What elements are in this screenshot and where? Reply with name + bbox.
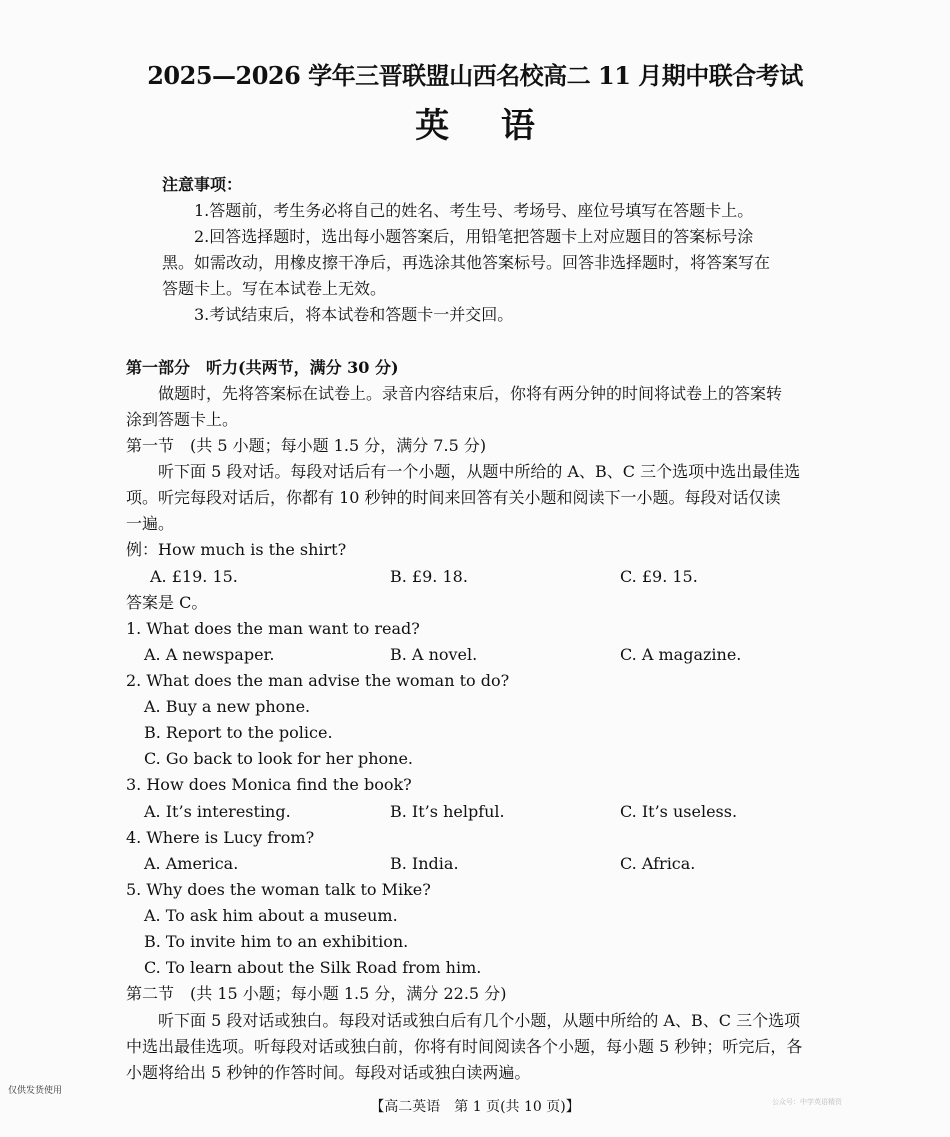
question-5: 5. Why does the woman talk to Mike?: [126, 880, 431, 899]
q5-option-c: C. To learn about the Silk Road from him.: [144, 958, 482, 977]
example-option-a: A. £19. 15.: [150, 567, 238, 586]
notice-line-3: 黑。如需改动，用橡皮擦干净后，再选涂其他答案标号。回答非选择题时，将答案写在: [162, 253, 771, 272]
q5-option-a: A. To ask him about a museum.: [144, 906, 398, 925]
question-1: 1. What does the man want to read?: [126, 619, 420, 638]
part1-heading: 第一部分 听力(共两节，满分 30 分): [126, 358, 399, 377]
section2-intro-2: 中选出最佳选项。听每段对话或独白前，你将有时间阅读各个小题，每小题 5 秒钟；听完后，各: [126, 1037, 803, 1056]
notice-line-2: 2.回答选择题时，选出每小题答案后，用铅笔把答题卡上对应题目的答案标号涂: [194, 227, 754, 246]
watermark: 公众号：中学英语精资: [772, 1098, 842, 1106]
q4-option-c: C. Africa.: [620, 854, 696, 873]
exam-title: 2025—2026 学年三晋联盟山西名校高二 11 月期中联合考试: [147, 61, 803, 90]
question-2: 2. What does the man advise the woman to do?: [126, 671, 510, 690]
notice-heading: 注意事项：: [162, 175, 243, 194]
notice-line-1: 1.答题前，考生务必将自己的姓名、考生号、考场号、座位号填写在答题卡上。: [194, 201, 754, 220]
section1-intro-2: 项。听完每段对话后，你都有 10 秒钟的时间来回答有关小题和阅读下一小题。每段对话仅读: [126, 488, 781, 507]
q1-option-a: A. A newspaper.: [144, 645, 275, 664]
example-option-c: C. £9. 15.: [620, 567, 698, 586]
page-footer: 【高二英语 第 1 页(共 10 页)】: [370, 1099, 580, 1115]
part1-intro-1: 做题时，先将答案标在试卷上。录音内容结束后，你将有两分钟的时间将试卷上的答案转: [158, 384, 783, 403]
q2-option-a: A. Buy a new phone.: [144, 697, 311, 716]
part1-intro-2: 涂到答题卡上。: [126, 410, 239, 429]
example-answer: 答案是 C。: [126, 593, 208, 612]
q4-option-b: B. India.: [390, 854, 459, 873]
section1-heading: 第一节 (共 5 小题；每小题 1.5 分，满分 7.5 分): [126, 436, 487, 455]
question-3: 3. How does Monica find the book?: [126, 775, 412, 794]
section1-intro-1: 听下面 5 段对话。每段对话后有一个小题，从题中所给的 A、B、C 三个选项中选出最佳选: [158, 462, 801, 481]
section1-intro-3: 一遍。: [126, 514, 175, 533]
section2-intro-1: 听下面 5 段对话或独白。每段对话或独白后有几个小题，从题中所给的 A、B、C 三个选项: [158, 1011, 801, 1030]
q3-option-a: A. It’s interesting.: [144, 802, 291, 821]
section2-heading: 第二节 (共 15 小题；每小题 1.5 分，满分 22.5 分): [126, 984, 507, 1003]
question-4: 4. Where is Lucy from?: [126, 828, 315, 847]
q1-option-c: C. A magazine.: [620, 645, 742, 664]
section2-intro-3: 小题将给出 5 秒钟的作答时间。每段对话或独白读两遍。: [126, 1063, 531, 1082]
subject-title: 英 语: [415, 106, 535, 146]
notice-line-5: 3.考试结束后，将本试卷和答题卡一并交回。: [194, 305, 514, 324]
notice-line-4: 答题卡上。写在本试卷上无效。: [162, 279, 387, 298]
q1-option-b: B. A novel.: [390, 645, 478, 664]
q3-option-c: C. It’s useless.: [620, 802, 738, 821]
q2-option-b: B. Report to the police.: [144, 723, 333, 742]
example-question: 例：How much is the shirt?: [126, 540, 347, 559]
q5-option-b: B. To invite him to an exhibition.: [144, 932, 409, 951]
example-option-b: B. £9. 18.: [390, 567, 468, 586]
q4-option-a: A. America.: [144, 854, 239, 873]
q2-option-c: C. Go back to look for her phone.: [144, 749, 414, 768]
side-note: 仅供发货使用: [8, 1086, 63, 1096]
q3-option-b: B. It’s helpful.: [390, 802, 505, 821]
